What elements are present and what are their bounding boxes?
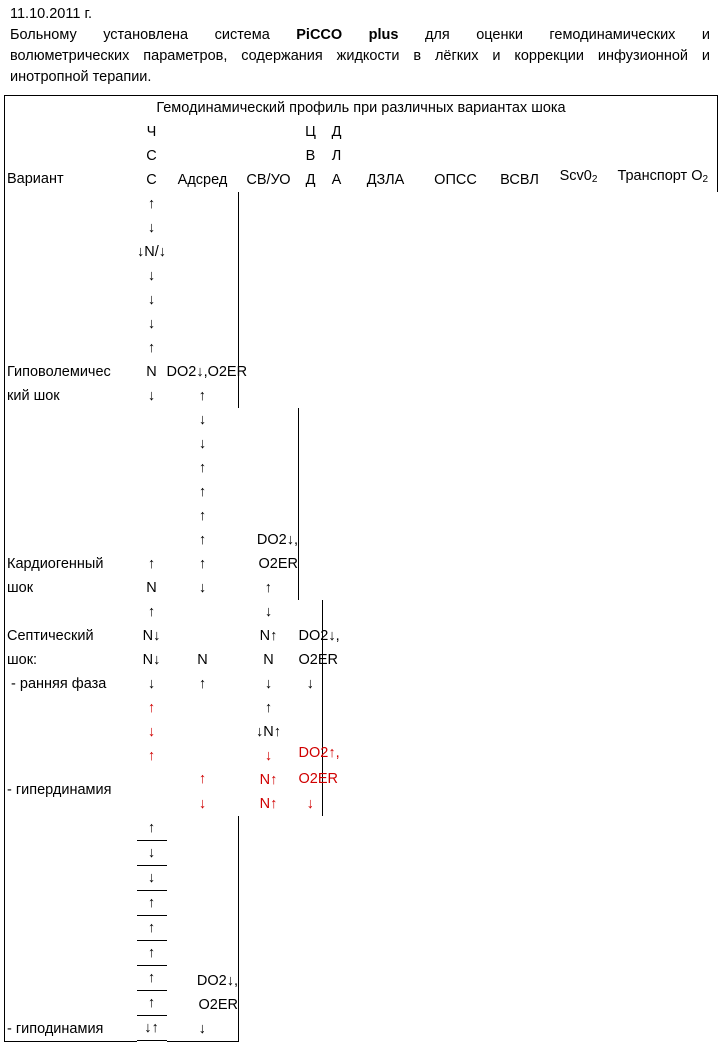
dla-line2: ↑ <box>198 676 207 692</box>
variant-line: кий шок <box>7 388 60 404</box>
tsvd-line2: ↓ <box>198 796 207 812</box>
transport-line1: DO2↑, O2ER <box>298 745 340 787</box>
variant-line: Гиповолемичес <box>7 364 111 380</box>
cell-tsvd: ↑ <box>198 460 207 476</box>
cell-dzla: ↓ <box>264 604 273 620</box>
transport-line2: ↑ <box>264 580 272 596</box>
header-transport-base: Транспорт О <box>617 168 703 184</box>
intro-line-device <box>10 25 710 46</box>
header-dla-char2: Л <box>331 148 342 164</box>
table-title: Гемодинамический профиль при различных вариантах шока <box>5 96 718 121</box>
cell-dzla: ↓ <box>147 316 156 332</box>
header-svuo: СВ/УО <box>246 172 291 188</box>
variant-cell <box>5 696 137 816</box>
intro-line3: волюметрических параметров, содержания жидкости в лёгких и коррекции инфузионной и <box>10 48 710 64</box>
cell-dla <box>167 600 239 696</box>
cell-scvo2: ↓↑ <box>137 1016 167 1041</box>
header-row <box>5 120 718 192</box>
cell-dzla: ↑ <box>198 508 207 524</box>
cell-dzla: ↑ <box>137 941 167 966</box>
chss-line1: ↑ <box>147 556 156 572</box>
transport-line1: DO2↓, O2ER <box>298 628 340 668</box>
transport-line1: DO2↓, O2ER <box>196 972 238 1013</box>
cell-transport <box>298 600 340 696</box>
header-chss-char3: С <box>146 172 157 188</box>
header-tsvd <box>299 120 323 192</box>
header-dzla: ДЗЛА <box>366 172 405 188</box>
cell-tsvd: ↓ <box>147 268 156 284</box>
cell-tsvd: ↓ <box>147 676 156 692</box>
transport-line2: ↑ <box>198 388 206 404</box>
variant-cell <box>5 816 137 1041</box>
cell-adsred: ↓ <box>147 724 156 740</box>
header-dla-char3: А <box>331 172 342 188</box>
header-vsvl: ВСВЛ <box>500 172 539 188</box>
cell-chss: ↑ <box>137 816 167 841</box>
intro-line4: инотропной терапии. <box>10 69 152 85</box>
header-scvo2-sub: 2 <box>591 174 598 185</box>
cell-transport <box>298 696 340 816</box>
transport-line2: ↓ <box>306 796 314 812</box>
header-adsred: Адсред <box>177 172 228 188</box>
header-dla-char1: Д <box>331 124 342 140</box>
device-name: PiCCO plus <box>296 27 399 43</box>
header-opss: ОПСС <box>434 172 477 188</box>
cell-scvo2: ↓ <box>264 676 273 692</box>
table-row <box>5 696 718 816</box>
variant-line: - ранняя фаза <box>7 676 107 692</box>
header-chss <box>137 120 167 192</box>
intro-line2-prefix: Больному установлена система <box>10 27 297 43</box>
variant-line: шок: <box>7 652 38 668</box>
cell-chss: ↑ <box>147 196 156 212</box>
variant-line: Септический <box>7 628 94 644</box>
variant-cell <box>5 408 137 600</box>
tsvd-line1: ↑ <box>198 771 207 787</box>
header-chss-char2: С <box>146 148 157 164</box>
cell-opss: ↓ <box>264 748 273 764</box>
cell-adsred: ↓ <box>137 841 167 866</box>
transport-line1: DO2↓,O2ER <box>166 364 248 380</box>
cell-chss: ↑ <box>147 604 156 620</box>
cell-adsred: N↓ <box>142 628 161 644</box>
transport-line2: ↓ <box>306 676 314 692</box>
hemodynamic-table-wrapper <box>4 95 717 1037</box>
cell-svuo: ↓N/↓ <box>137 244 166 260</box>
cell-transport <box>166 192 248 408</box>
cell-transport <box>239 408 299 600</box>
header-transport <box>609 120 718 192</box>
cell-dzla: ↓N↑ <box>256 724 281 740</box>
cell-adsred: ↓ <box>147 220 156 236</box>
intro-date: 11.10.2011 г. <box>10 6 92 22</box>
cell-dla: ↑ <box>198 484 207 500</box>
cell-dla: ↑ <box>264 700 273 716</box>
cell-opss: N↑ <box>259 628 278 644</box>
hemodynamic-profile-table <box>4 95 718 1042</box>
header-variant: Вариант <box>5 120 137 192</box>
header-dla <box>323 120 351 192</box>
variant-line: - гипердинамия <box>7 782 112 798</box>
cell-dla: ↓ <box>147 292 156 308</box>
cell-vsvl: ↑ <box>137 991 167 1016</box>
header-transport-sub: 2 <box>702 174 709 185</box>
chss-line2: N <box>146 580 157 596</box>
cell-tsvd <box>167 696 239 816</box>
variant-cell <box>5 600 137 696</box>
header-tsvd-char1: Ц <box>305 124 316 140</box>
cell-chss <box>137 408 167 600</box>
transport-line1: DO2↓, O2ER <box>256 532 298 572</box>
table-row <box>5 192 718 408</box>
cell-dla: ↑ <box>137 916 167 941</box>
cell-vsvl: N <box>146 364 157 380</box>
cell-svuo: N↓ <box>142 652 161 668</box>
header-scvo2 <box>549 120 609 192</box>
cell-svuo: ↑ <box>147 748 156 764</box>
header-tsvd-char3: Д <box>305 172 316 188</box>
variant-line: - гиподинамия <box>7 1020 104 1037</box>
variant-line: шок <box>7 580 34 596</box>
table-row <box>5 600 718 696</box>
variant-line: Кардиогенный <box>7 556 104 572</box>
cell-svuo: ↓ <box>198 436 207 452</box>
cell-opss: ↑ <box>137 966 167 991</box>
cell-opss: ↑ <box>198 532 207 548</box>
cell-vsvl: N↑ <box>259 772 278 788</box>
table-row <box>5 816 718 1041</box>
transport-line2: ↓ <box>198 1020 206 1037</box>
cell-scvo2: N↑ <box>259 796 278 812</box>
cell-vsvl: ↑ <box>198 556 207 572</box>
cell-tsvd: ↑ <box>137 891 167 916</box>
cell-svuo: ↓ <box>137 866 167 891</box>
dla-line1: N <box>197 652 208 668</box>
header-chss-char1: Ч <box>146 124 157 140</box>
cell-transport <box>167 816 239 1041</box>
cell-opss: ↑ <box>147 340 156 356</box>
cell-chss: ↑ <box>147 700 156 716</box>
intro-text <box>10 4 710 88</box>
cell-scvo2: ↓ <box>198 580 207 596</box>
variant-cell <box>5 192 137 408</box>
cell-vsvl: N <box>263 652 274 668</box>
header-scvo2-base: Scv0 <box>559 168 592 184</box>
cell-scvo2: ↓ <box>147 388 156 404</box>
cell-adsred: ↓ <box>198 412 207 428</box>
table-row <box>5 408 718 600</box>
intro-line2-suffix: для оценки гемодинамических и <box>398 27 710 43</box>
header-tsvd-char2: В <box>305 148 316 164</box>
